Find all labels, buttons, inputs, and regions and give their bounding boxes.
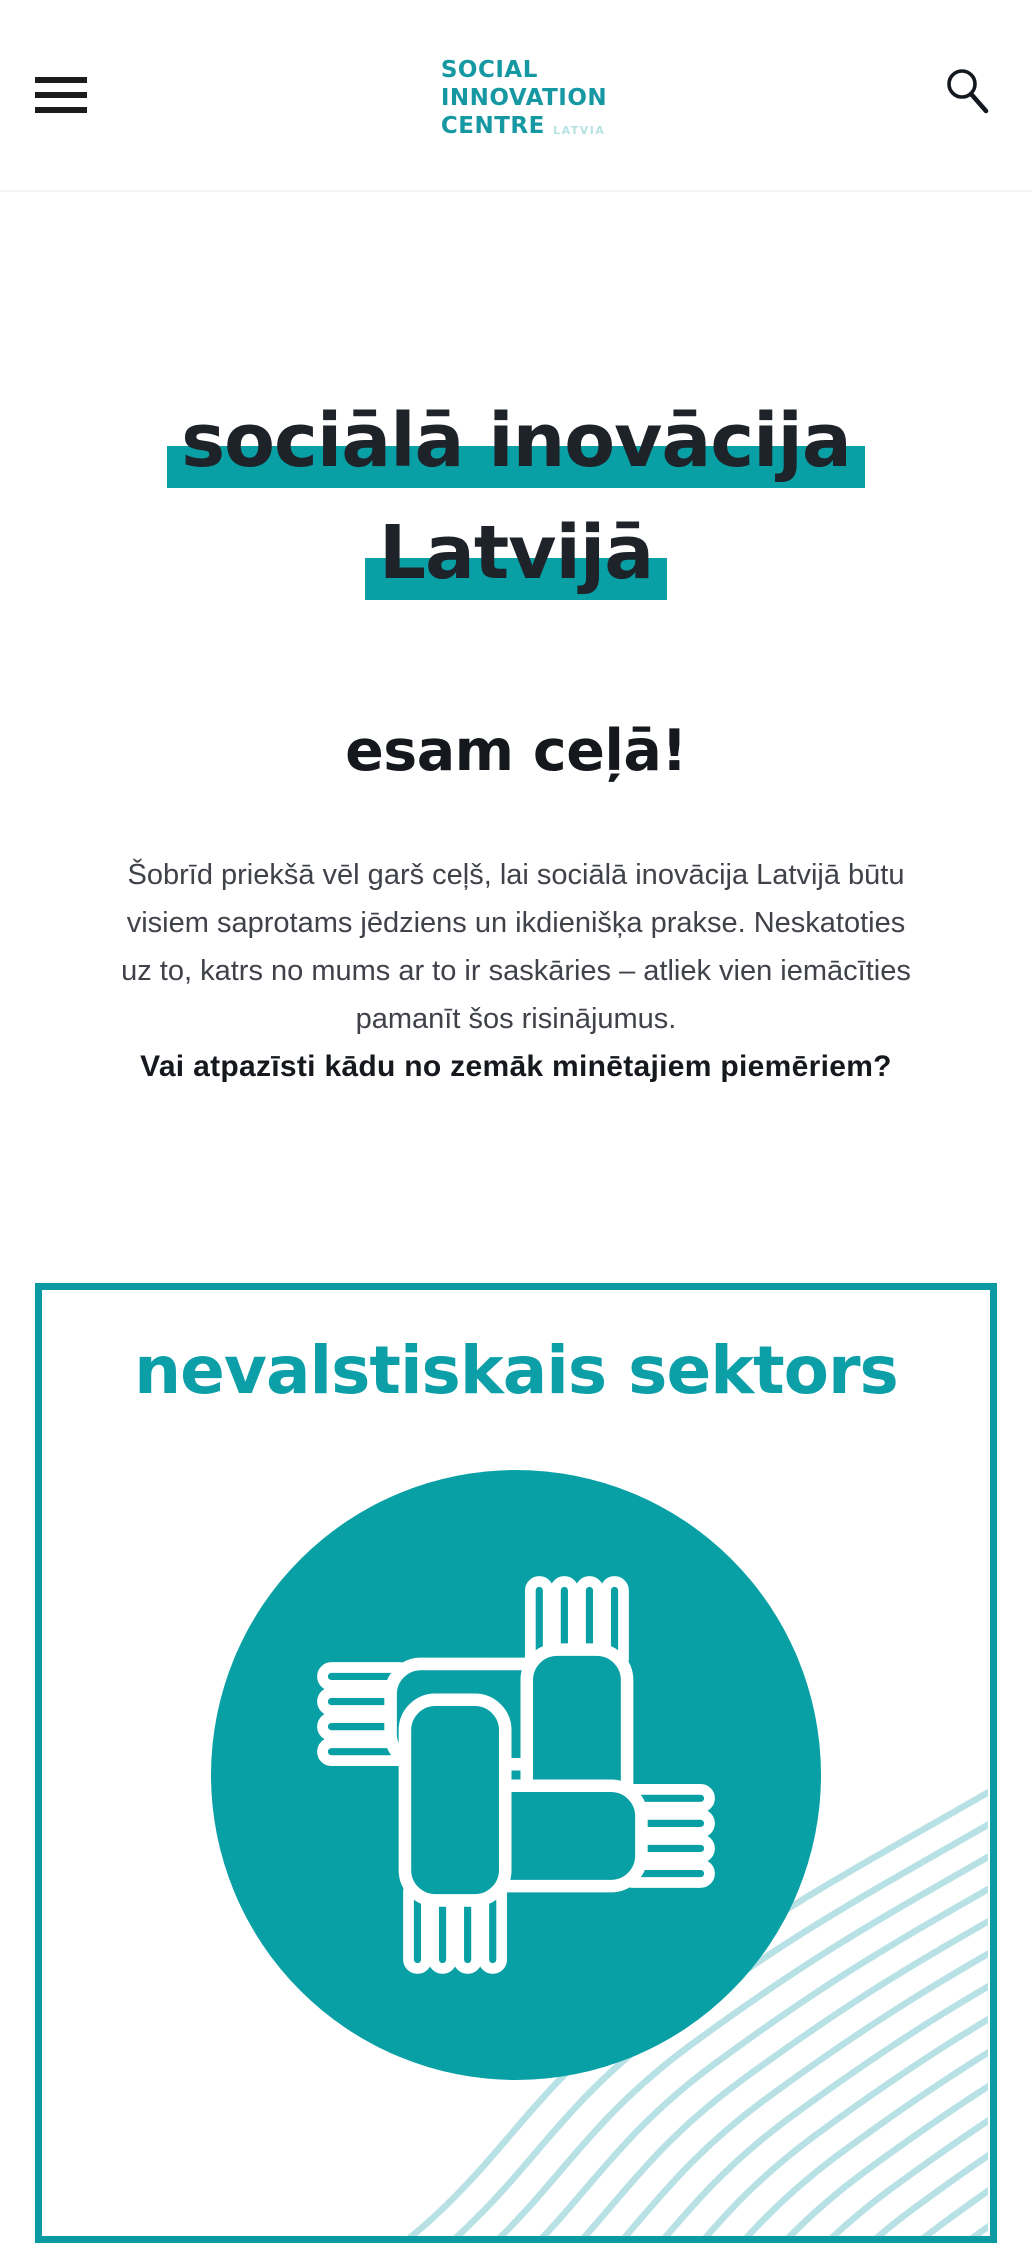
intro-line: visiem saprotams jēdziens un ikdienišķa prakse. Neskatoties bbox=[126, 907, 906, 939]
intro-line: pamanīt šos risinājumus. bbox=[355, 1003, 677, 1035]
intro-line: Šobrīd priekšā vēl garš ceļš, lai sociālā inovācija Latvijā būtu bbox=[127, 859, 905, 891]
teamwork-circle bbox=[211, 1470, 821, 2080]
title-line-1 bbox=[181, 385, 851, 497]
menu-bar bbox=[35, 107, 87, 113]
logo-line-text: CENTRE bbox=[440, 113, 545, 139]
card-title: nevalstiskais sektors bbox=[134, 1332, 898, 1409]
search-icon bbox=[944, 62, 992, 114]
title-line-2 bbox=[379, 497, 653, 609]
intro-question: Vai atpazīsti kādu no zemāk minētajiem piemēriem? bbox=[140, 1050, 892, 1083]
site-logo[interactable] bbox=[425, 56, 607, 140]
menu-button[interactable] bbox=[35, 76, 87, 114]
search-button[interactable] bbox=[944, 62, 992, 114]
intro-line: uz to, katrs no mums ar to ir saskāries – atliek vien iemācīties bbox=[121, 955, 911, 987]
menu-bar bbox=[35, 77, 87, 83]
logo-line: INNOVATION bbox=[440, 85, 608, 111]
logo-line bbox=[440, 113, 606, 139]
example-card[interactable] bbox=[35, 1283, 997, 2243]
title-line-1-text: sociālā inovācija bbox=[181, 398, 851, 484]
logo-text bbox=[441, 56, 607, 140]
four-hands-teamwork-icon bbox=[301, 1560, 731, 1990]
subtitle: esam ceļā! bbox=[345, 718, 687, 784]
intro-paragraph bbox=[16, 851, 1016, 1091]
title-line-2-text: Latvijā bbox=[378, 510, 654, 596]
logo-suffix: LATVIA bbox=[553, 124, 606, 137]
hamburger-menu-icon bbox=[35, 77, 87, 113]
page-title bbox=[0, 385, 1032, 609]
logo-line: SOCIAL bbox=[440, 57, 538, 83]
menu-bar bbox=[35, 92, 87, 98]
site-header bbox=[0, 0, 1032, 192]
